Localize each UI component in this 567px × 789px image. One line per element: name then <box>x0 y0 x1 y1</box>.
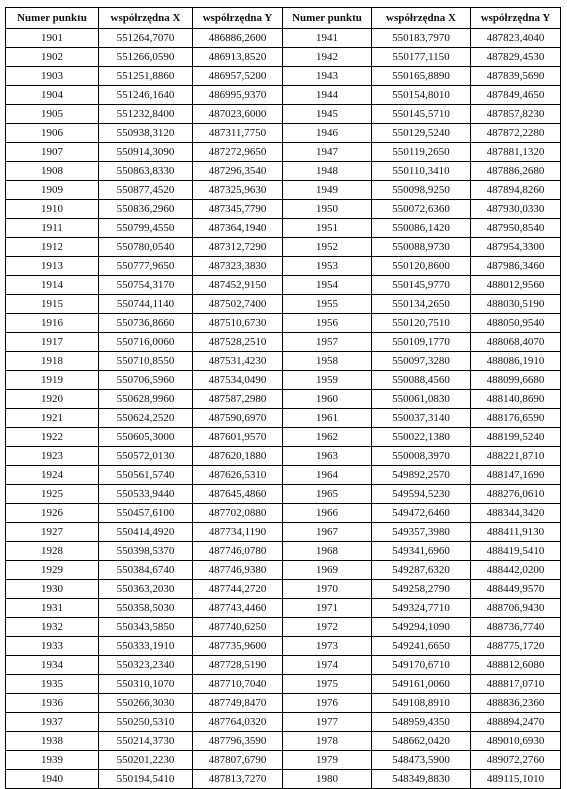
cell-coord-x-right: 549357,3980 <box>372 523 471 542</box>
cell-coord-y-left: 487531,4230 <box>193 352 283 371</box>
cell-point-number-right: 1943 <box>283 67 372 86</box>
cell-coord-x-right: 550119,2650 <box>372 143 471 162</box>
cell-point-number-right: 1980 <box>283 770 372 789</box>
cell-point-number-left: 1926 <box>6 504 99 523</box>
cell-coord-x-right: 550110,3410 <box>372 162 471 181</box>
cell-coord-y-left: 487702,0880 <box>193 504 283 523</box>
cell-coord-y-left: 487502,7400 <box>193 295 283 314</box>
cell-coord-y-right: 488086,1910 <box>471 352 561 371</box>
cell-coord-y-left: 487807,6790 <box>193 751 283 770</box>
cell-coord-y-left: 487764,0320 <box>193 713 283 732</box>
cell-coord-y-left: 487587,2980 <box>193 390 283 409</box>
cell-point-number-right: 1941 <box>283 29 372 48</box>
table-row <box>6 200 561 219</box>
cell-point-number-right: 1975 <box>283 675 372 694</box>
coordinates-document <box>5 7 560 785</box>
cell-coord-x-right: 550183,7970 <box>372 29 471 48</box>
cell-coord-x-right: 549472,6460 <box>372 504 471 523</box>
cell-point-number-right: 1952 <box>283 238 372 257</box>
cell-coord-y-left: 487813,7270 <box>193 770 283 789</box>
header-row <box>6 8 561 29</box>
cell-point-number-left: 1930 <box>6 580 99 599</box>
header-coord-y-right: współrzędna Y <box>471 8 561 29</box>
table-row <box>6 276 561 295</box>
cell-coord-y-right: 487954,3300 <box>471 238 561 257</box>
cell-coord-x-right: 548349,8830 <box>372 770 471 789</box>
cell-coord-y-right: 488030,5190 <box>471 295 561 314</box>
table-row <box>6 485 561 504</box>
cell-coord-y-left: 487620,1880 <box>193 447 283 466</box>
cell-coord-x-left: 550736,8660 <box>99 314 193 333</box>
cell-coord-y-left: 487272,9650 <box>193 143 283 162</box>
cell-coord-x-left: 550914,3090 <box>99 143 193 162</box>
cell-point-number-left: 1907 <box>6 143 99 162</box>
cell-point-number-right: 1962 <box>283 428 372 447</box>
cell-point-number-left: 1936 <box>6 694 99 713</box>
cell-point-number-left: 1937 <box>6 713 99 732</box>
coordinates-table <box>5 7 561 789</box>
cell-point-number-left: 1913 <box>6 257 99 276</box>
cell-coord-x-right: 549892,2570 <box>372 466 471 485</box>
cell-coord-x-right: 550008,3970 <box>372 447 471 466</box>
cell-point-number-left: 1927 <box>6 523 99 542</box>
cell-coord-y-left: 487734,1190 <box>193 523 283 542</box>
table-row <box>6 694 561 713</box>
cell-coord-y-right: 488736,7740 <box>471 618 561 637</box>
cell-coord-x-left: 550343,5850 <box>99 618 193 637</box>
cell-coord-x-left: 551264,7070 <box>99 29 193 48</box>
cell-coord-x-right: 550088,9730 <box>372 238 471 257</box>
cell-coord-x-right: 550088,4560 <box>372 371 471 390</box>
cell-point-number-right: 1950 <box>283 200 372 219</box>
table-row <box>6 86 561 105</box>
table-row <box>6 162 561 181</box>
cell-coord-y-right: 488147,1690 <box>471 466 561 485</box>
cell-coord-x-left: 550744,1140 <box>99 295 193 314</box>
cell-point-number-right: 1949 <box>283 181 372 200</box>
cell-coord-x-left: 550384,6740 <box>99 561 193 580</box>
cell-coord-y-left: 487601,9570 <box>193 428 283 447</box>
cell-coord-y-right: 489072,2760 <box>471 751 561 770</box>
cell-coord-y-left: 487510,6730 <box>193 314 283 333</box>
table-row <box>6 428 561 447</box>
cell-coord-x-right: 548473,5900 <box>372 751 471 770</box>
cell-coord-x-right: 550098,9250 <box>372 181 471 200</box>
cell-point-number-left: 1931 <box>6 599 99 618</box>
cell-coord-y-left: 487746,0780 <box>193 542 283 561</box>
cell-coord-x-left: 550533,9440 <box>99 485 193 504</box>
table-row <box>6 713 561 732</box>
cell-coord-x-left: 550201,2230 <box>99 751 193 770</box>
table-row <box>6 580 561 599</box>
cell-point-number-left: 1904 <box>6 86 99 105</box>
cell-coord-x-left: 550457,6100 <box>99 504 193 523</box>
cell-coord-x-right: 550086,1420 <box>372 219 471 238</box>
cell-coord-x-left: 550836,2960 <box>99 200 193 219</box>
table-row <box>6 105 561 124</box>
cell-point-number-left: 1911 <box>6 219 99 238</box>
cell-coord-x-right: 550120,8600 <box>372 257 471 276</box>
cell-point-number-right: 1964 <box>283 466 372 485</box>
cell-coord-y-right: 487894,8260 <box>471 181 561 200</box>
table-row <box>6 675 561 694</box>
cell-point-number-left: 1929 <box>6 561 99 580</box>
cell-coord-y-left: 486886,2600 <box>193 29 283 48</box>
cell-coord-x-left: 550323,2340 <box>99 656 193 675</box>
cell-coord-y-left: 487528,2510 <box>193 333 283 352</box>
cell-point-number-right: 1942 <box>283 48 372 67</box>
cell-coord-x-left: 550605,3000 <box>99 428 193 447</box>
cell-coord-y-left: 486995,9370 <box>193 86 283 105</box>
cell-coord-y-right: 487857,8230 <box>471 105 561 124</box>
cell-coord-y-left: 486957,5200 <box>193 67 283 86</box>
cell-coord-y-left: 487312,7290 <box>193 238 283 257</box>
cell-coord-y-left: 487364,1940 <box>193 219 283 238</box>
cell-coord-y-right: 487881,1320 <box>471 143 561 162</box>
table-row <box>6 732 561 751</box>
cell-point-number-left: 1925 <box>6 485 99 504</box>
cell-coord-x-left: 550398,5370 <box>99 542 193 561</box>
cell-point-number-left: 1921 <box>6 409 99 428</box>
cell-coord-y-right: 488836,2360 <box>471 694 561 713</box>
cell-point-number-left: 1917 <box>6 333 99 352</box>
cell-point-number-right: 1972 <box>283 618 372 637</box>
cell-coord-y-left: 486913,8520 <box>193 48 283 67</box>
cell-coord-x-left: 551266,0590 <box>99 48 193 67</box>
cell-coord-x-left: 550777,9650 <box>99 257 193 276</box>
cell-coord-y-left: 487735,9600 <box>193 637 283 656</box>
cell-coord-y-left: 487452,9150 <box>193 276 283 295</box>
table-row <box>6 257 561 276</box>
cell-coord-x-right: 548959,4350 <box>372 713 471 732</box>
cell-point-number-left: 1928 <box>6 542 99 561</box>
cell-point-number-left: 1906 <box>6 124 99 143</box>
cell-coord-y-right: 487950,8540 <box>471 219 561 238</box>
cell-coord-y-right: 488068,4070 <box>471 333 561 352</box>
cell-coord-x-left: 551251,8860 <box>99 67 193 86</box>
cell-coord-y-left: 487796,3590 <box>193 732 283 751</box>
cell-point-number-left: 1901 <box>6 29 99 48</box>
cell-coord-y-right: 488411,9130 <box>471 523 561 542</box>
cell-coord-y-left: 487749,8470 <box>193 694 283 713</box>
cell-coord-y-left: 487743,4460 <box>193 599 283 618</box>
cell-point-number-right: 1955 <box>283 295 372 314</box>
cell-coord-x-right: 549341,6960 <box>372 542 471 561</box>
cell-coord-x-left: 550250,5310 <box>99 713 193 732</box>
cell-point-number-left: 1902 <box>6 48 99 67</box>
table-row <box>6 219 561 238</box>
table-row <box>6 504 561 523</box>
cell-coord-x-right: 550145,9770 <box>372 276 471 295</box>
cell-point-number-right: 1956 <box>283 314 372 333</box>
header-point-number-right: Numer punktu <box>283 8 372 29</box>
header-coord-y-left: współrzędna Y <box>193 8 283 29</box>
cell-coord-x-left: 550780,0540 <box>99 238 193 257</box>
table-row <box>6 770 561 789</box>
cell-coord-x-right: 550134,2650 <box>372 295 471 314</box>
cell-coord-y-left: 487626,5310 <box>193 466 283 485</box>
cell-coord-x-right: 550177,1150 <box>372 48 471 67</box>
cell-coord-y-right: 488199,5240 <box>471 428 561 447</box>
cell-coord-y-right: 488099,6680 <box>471 371 561 390</box>
table-row <box>6 447 561 466</box>
cell-coord-y-right: 488276,0610 <box>471 485 561 504</box>
cell-point-number-left: 1919 <box>6 371 99 390</box>
cell-point-number-right: 1954 <box>283 276 372 295</box>
cell-coord-x-left: 550624,2520 <box>99 409 193 428</box>
cell-coord-y-right: 487823,4040 <box>471 29 561 48</box>
table-row <box>6 371 561 390</box>
cell-coord-x-right: 550072,6360 <box>372 200 471 219</box>
table-row <box>6 618 561 637</box>
cell-point-number-right: 1947 <box>283 143 372 162</box>
cell-coord-x-right: 549170,6710 <box>372 656 471 675</box>
cell-coord-x-right: 550022,1380 <box>372 428 471 447</box>
cell-point-number-right: 1979 <box>283 751 372 770</box>
cell-point-number-left: 1935 <box>6 675 99 694</box>
cell-coord-y-right: 488344,3420 <box>471 504 561 523</box>
cell-coord-y-right: 489115,1010 <box>471 770 561 789</box>
cell-point-number-right: 1969 <box>283 561 372 580</box>
cell-point-number-right: 1977 <box>283 713 372 732</box>
table-row <box>6 29 561 48</box>
table-row <box>6 333 561 352</box>
cell-coord-x-left: 550414,4920 <box>99 523 193 542</box>
cell-point-number-left: 1909 <box>6 181 99 200</box>
table-row <box>6 314 561 333</box>
cell-coord-x-left: 551232,8400 <box>99 105 193 124</box>
cell-coord-y-right: 488012,9560 <box>471 276 561 295</box>
table-row <box>6 181 561 200</box>
cell-coord-x-left: 550716,0060 <box>99 333 193 352</box>
cell-coord-x-left: 550938,3120 <box>99 124 193 143</box>
cell-coord-y-right: 488419,5410 <box>471 542 561 561</box>
cell-coord-x-right: 549594,5230 <box>372 485 471 504</box>
cell-coord-x-left: 550214,3730 <box>99 732 193 751</box>
cell-coord-x-right: 549258,2790 <box>372 580 471 599</box>
cell-coord-x-left: 550310,1070 <box>99 675 193 694</box>
cell-coord-x-right: 549108,8910 <box>372 694 471 713</box>
cell-point-number-right: 1951 <box>283 219 372 238</box>
cell-coord-x-right: 549241,6650 <box>372 637 471 656</box>
header-coord-x-left: współrzędna X <box>99 8 193 29</box>
cell-point-number-left: 1908 <box>6 162 99 181</box>
cell-coord-y-left: 487590,6970 <box>193 409 283 428</box>
cell-point-number-right: 1974 <box>283 656 372 675</box>
table-row <box>6 295 561 314</box>
cell-coord-y-right: 487886,2680 <box>471 162 561 181</box>
table-row <box>6 656 561 675</box>
cell-coord-y-left: 487746,9380 <box>193 561 283 580</box>
cell-coord-x-right: 550145,5710 <box>372 105 471 124</box>
cell-point-number-right: 1960 <box>283 390 372 409</box>
cell-point-number-right: 1976 <box>283 694 372 713</box>
cell-point-number-right: 1978 <box>283 732 372 751</box>
cell-point-number-left: 1939 <box>6 751 99 770</box>
cell-coord-y-left: 487645,4860 <box>193 485 283 504</box>
cell-coord-y-left: 487744,2720 <box>193 580 283 599</box>
table-row <box>6 48 561 67</box>
cell-coord-x-left: 550358,5030 <box>99 599 193 618</box>
cell-point-number-right: 1968 <box>283 542 372 561</box>
cell-point-number-right: 1971 <box>283 599 372 618</box>
cell-point-number-left: 1938 <box>6 732 99 751</box>
cell-point-number-left: 1914 <box>6 276 99 295</box>
cell-coord-y-left: 487710,7040 <box>193 675 283 694</box>
cell-coord-x-right: 550037,3140 <box>372 409 471 428</box>
cell-coord-x-left: 550363,2030 <box>99 580 193 599</box>
table-row <box>6 637 561 656</box>
cell-coord-x-right: 550120,7510 <box>372 314 471 333</box>
header-point-number-left: Numer punktu <box>6 8 99 29</box>
cell-coord-y-right: 488140,8690 <box>471 390 561 409</box>
cell-coord-x-right: 549324,7710 <box>372 599 471 618</box>
table-row <box>6 542 561 561</box>
table-row <box>6 523 561 542</box>
cell-coord-y-left: 487311,7750 <box>193 124 283 143</box>
cell-coord-x-left: 550799,4550 <box>99 219 193 238</box>
cell-point-number-left: 1922 <box>6 428 99 447</box>
cell-coord-x-left: 550706,5960 <box>99 371 193 390</box>
cell-coord-y-left: 487345,7790 <box>193 200 283 219</box>
cell-point-number-left: 1932 <box>6 618 99 637</box>
cell-point-number-right: 1973 <box>283 637 372 656</box>
cell-coord-x-left: 550561,5740 <box>99 466 193 485</box>
cell-coord-y-right: 487839,5690 <box>471 67 561 86</box>
cell-coord-x-right: 549161,0060 <box>372 675 471 694</box>
cell-coord-x-left: 550710,8550 <box>99 352 193 371</box>
cell-point-number-right: 1953 <box>283 257 372 276</box>
cell-coord-y-right: 488817,0710 <box>471 675 561 694</box>
cell-coord-y-left: 487023,6000 <box>193 105 283 124</box>
cell-coord-y-left: 487534,0490 <box>193 371 283 390</box>
table-row <box>6 143 561 162</box>
cell-point-number-right: 1957 <box>283 333 372 352</box>
table-row <box>6 67 561 86</box>
cell-coord-y-left: 487296,3540 <box>193 162 283 181</box>
cell-coord-y-right: 488706,9430 <box>471 599 561 618</box>
cell-coord-x-left: 550754,3170 <box>99 276 193 295</box>
cell-coord-y-right: 488050,9540 <box>471 314 561 333</box>
cell-coord-y-right: 487930,0330 <box>471 200 561 219</box>
cell-coord-y-right: 488449,9570 <box>471 580 561 599</box>
cell-point-number-left: 1903 <box>6 67 99 86</box>
cell-coord-y-right: 487849,4650 <box>471 86 561 105</box>
cell-coord-x-right: 550061,0830 <box>372 390 471 409</box>
cell-coord-y-right: 488775,1720 <box>471 637 561 656</box>
table-row <box>6 599 561 618</box>
cell-point-number-left: 1905 <box>6 105 99 124</box>
cell-point-number-left: 1924 <box>6 466 99 485</box>
cell-point-number-right: 1963 <box>283 447 372 466</box>
table-row <box>6 390 561 409</box>
table-row <box>6 561 561 580</box>
cell-coord-y-right: 488221,8710 <box>471 447 561 466</box>
cell-coord-y-right: 488176,6590 <box>471 409 561 428</box>
cell-coord-y-right: 487829,4530 <box>471 48 561 67</box>
cell-coord-y-right: 489010,6930 <box>471 732 561 751</box>
cell-point-number-left: 1923 <box>6 447 99 466</box>
table-row <box>6 238 561 257</box>
cell-point-number-right: 1945 <box>283 105 372 124</box>
cell-point-number-right: 1965 <box>283 485 372 504</box>
cell-coord-x-right: 550165,8890 <box>372 67 471 86</box>
header-coord-x-right: współrzędna X <box>372 8 471 29</box>
table-row <box>6 751 561 770</box>
cell-coord-y-left: 487325,9630 <box>193 181 283 200</box>
cell-point-number-right: 1970 <box>283 580 372 599</box>
cell-point-number-right: 1946 <box>283 124 372 143</box>
cell-point-number-left: 1916 <box>6 314 99 333</box>
cell-coord-x-right: 550129,5240 <box>372 124 471 143</box>
cell-coord-x-left: 550863,8330 <box>99 162 193 181</box>
cell-coord-x-left: 550333,1910 <box>99 637 193 656</box>
cell-coord-x-right: 550109,1770 <box>372 333 471 352</box>
cell-coord-x-right: 550154,8010 <box>372 86 471 105</box>
cell-point-number-right: 1966 <box>283 504 372 523</box>
cell-coord-y-left: 487728,5190 <box>193 656 283 675</box>
cell-coord-y-right: 488442,0200 <box>471 561 561 580</box>
cell-point-number-right: 1967 <box>283 523 372 542</box>
cell-coord-y-right: 487872,2280 <box>471 124 561 143</box>
cell-point-number-left: 1933 <box>6 637 99 656</box>
cell-coord-x-left: 551246,1640 <box>99 86 193 105</box>
cell-coord-x-right: 550097,3280 <box>372 352 471 371</box>
cell-point-number-right: 1961 <box>283 409 372 428</box>
cell-coord-x-right: 548662,0420 <box>372 732 471 751</box>
cell-point-number-left: 1915 <box>6 295 99 314</box>
cell-coord-y-left: 487323,3830 <box>193 257 283 276</box>
cell-coord-y-left: 487740,6250 <box>193 618 283 637</box>
cell-coord-x-left: 550628,9960 <box>99 390 193 409</box>
table-row <box>6 124 561 143</box>
cell-point-number-right: 1958 <box>283 352 372 371</box>
cell-point-number-left: 1918 <box>6 352 99 371</box>
cell-coord-y-right: 488812,6080 <box>471 656 561 675</box>
table-row <box>6 466 561 485</box>
table-row <box>6 352 561 371</box>
cell-point-number-left: 1940 <box>6 770 99 789</box>
cell-coord-x-right: 549294,1090 <box>372 618 471 637</box>
cell-point-number-left: 1912 <box>6 238 99 257</box>
cell-coord-y-right: 487986,3460 <box>471 257 561 276</box>
cell-coord-x-left: 550194,5410 <box>99 770 193 789</box>
table-body <box>6 29 561 789</box>
table-row <box>6 409 561 428</box>
cell-point-number-right: 1948 <box>283 162 372 181</box>
cell-point-number-left: 1920 <box>6 390 99 409</box>
cell-coord-x-left: 550572,0130 <box>99 447 193 466</box>
cell-point-number-right: 1944 <box>283 86 372 105</box>
cell-coord-y-right: 488894,2470 <box>471 713 561 732</box>
cell-coord-x-left: 550266,3030 <box>99 694 193 713</box>
cell-coord-x-left: 550877,4520 <box>99 181 193 200</box>
cell-point-number-left: 1910 <box>6 200 99 219</box>
cell-point-number-left: 1934 <box>6 656 99 675</box>
cell-point-number-right: 1959 <box>283 371 372 390</box>
cell-coord-x-right: 549287,6320 <box>372 561 471 580</box>
